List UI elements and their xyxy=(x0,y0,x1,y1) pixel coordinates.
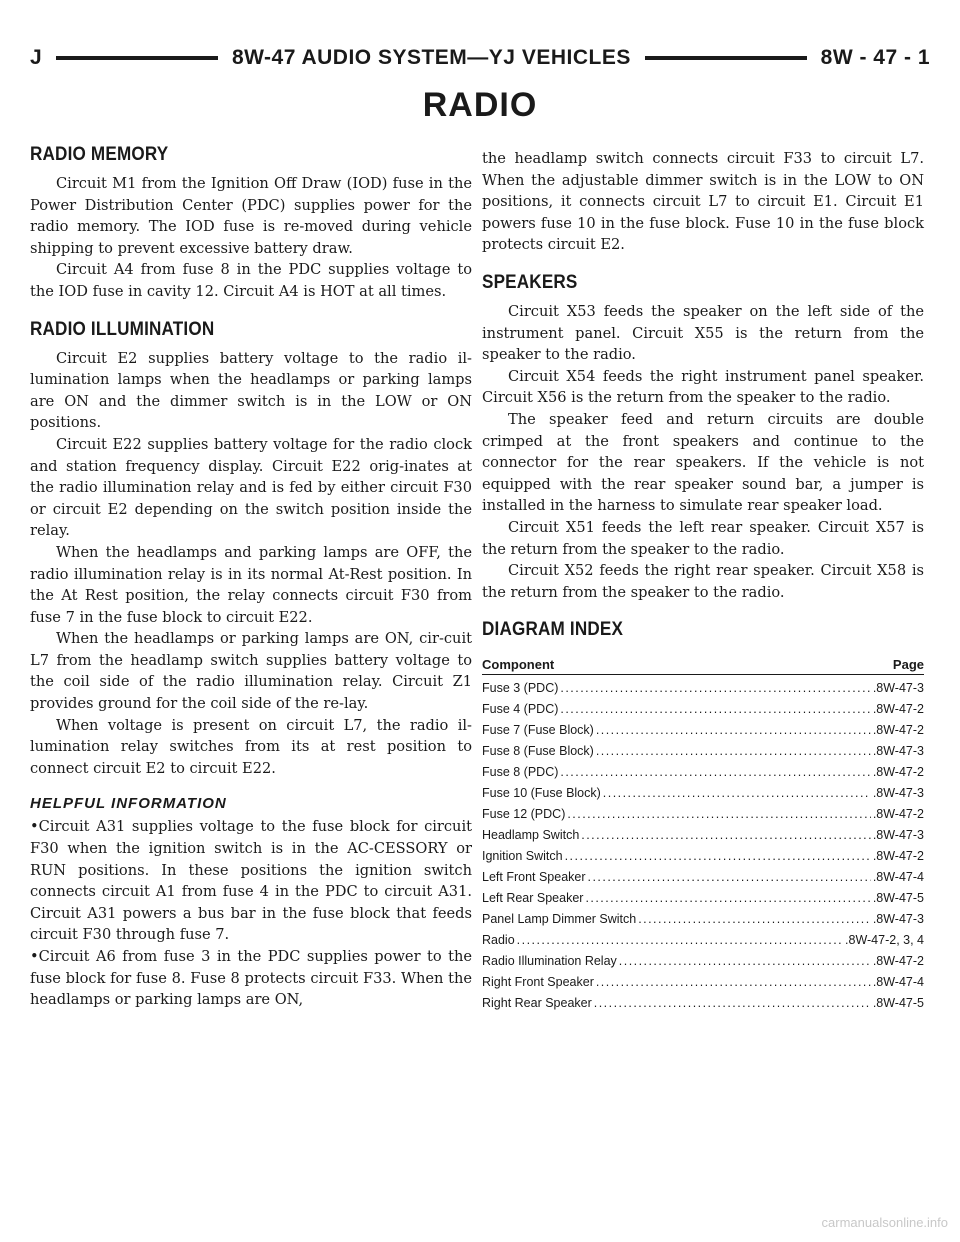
index-row xyxy=(482,933,924,954)
paragraph: When voltage is present on circuit L7, the radio il-lumination relay switches from its at rest position to connect circuit E2 to circuit E22. xyxy=(30,716,472,777)
index-component: Fuse 3 (PDC) xyxy=(482,681,559,696)
index-page: .8W-47-2 xyxy=(872,765,924,780)
index-component: Left Front Speaker xyxy=(482,870,586,885)
speakers-section xyxy=(482,272,924,603)
index-row xyxy=(482,828,924,849)
index-page: .8W-47-3 xyxy=(872,744,924,759)
index-leader-dots xyxy=(581,828,871,842)
index-leader-dots xyxy=(517,933,843,947)
index-row xyxy=(482,891,924,912)
index-leader-dots xyxy=(603,786,871,800)
radio-illumination-section xyxy=(30,319,472,780)
header-right: 8W - 47 - 1 xyxy=(820,46,931,69)
header-rule-left xyxy=(56,56,218,60)
paragraph: Circuit E2 supplies battery voltage to the radio il-lumination lamps when the headlamps or parking lamps are ON and the dimmer switch is in the LOW or ON positions. xyxy=(30,349,472,432)
index-row xyxy=(482,681,924,702)
index-component: Right Front Speaker xyxy=(482,975,594,990)
index-component: Fuse 8 (PDC) xyxy=(482,765,559,780)
index-page: .8W-47-2 xyxy=(872,954,924,969)
paragraph: Circuit X52 feeds the right rear speaker. Circuit X58 is the return from the speaker to the radio. xyxy=(482,562,924,601)
index-component: Fuse 4 (PDC) xyxy=(482,702,559,717)
index-row xyxy=(482,765,924,786)
paragraph: The speaker feed and return circuits are double crimped at the front speakers and continue to the connector for the rear speakers. If the vehicle is not equipped with the rear speaker sound bar, a jumper is installed in the harness to simulate rear speaker load. xyxy=(482,410,924,515)
diagram-index-section xyxy=(482,619,924,1017)
index-component: Fuse 8 (Fuse Block) xyxy=(482,744,594,759)
paragraph: Circuit A4 from fuse 8 in the PDC supplies voltage to the IOD fuse in cavity 12. Circuit A4 is HOT at all times. xyxy=(30,261,472,300)
index-page: .8W-47-5 xyxy=(872,891,924,906)
paragraph: When the headlamps or parking lamps are ON, cir-cuit L7 from the headlamp switch supplies battery voltage to the coil side of the radio illumination relay. Circuit Z1 provides ground for the coil side of the re-lay. xyxy=(30,630,472,713)
header-center: 8W-47 AUDIO SYSTEM—YJ VEHICLES xyxy=(231,46,631,69)
bullet-icon xyxy=(30,818,39,835)
index-leader-dots xyxy=(596,975,871,989)
index-leader-dots xyxy=(594,996,871,1010)
index-component: Headlamp Switch xyxy=(482,828,580,843)
page-header xyxy=(30,38,930,78)
index-page: .8W-47-4 xyxy=(872,870,924,885)
helpful-information-heading: HELPFUL INFORMATION xyxy=(30,795,227,813)
left-column xyxy=(30,144,472,1011)
continued-text xyxy=(482,148,924,256)
radio-memory-section xyxy=(30,144,472,303)
index-row xyxy=(482,807,924,828)
index-page: .8W-47-5 xyxy=(872,996,924,1011)
index-row xyxy=(482,702,924,723)
index-leader-dots xyxy=(560,702,870,716)
bullet-icon xyxy=(30,948,39,965)
index-row xyxy=(482,723,924,744)
paragraph: Circuit X54 feeds the right instrument panel speaker. Circuit X56 is the return from the speaker to the radio. xyxy=(482,367,924,407)
index-component: Fuse 12 (PDC) xyxy=(482,807,566,822)
index-component: Fuse 7 (Fuse Block) xyxy=(482,723,594,738)
index-leader-dots xyxy=(565,849,871,863)
index-component: Radio xyxy=(482,933,515,948)
index-col-page: Page xyxy=(892,657,924,673)
index-page: .8W-47-3 xyxy=(872,828,924,843)
index-row xyxy=(482,912,924,933)
diagram-index-heading: DIAGRAM INDEX xyxy=(482,619,624,641)
index-leader-dots xyxy=(560,681,870,695)
right-column xyxy=(482,148,924,1017)
index-row xyxy=(482,975,924,996)
index-page: .8W-47-3 xyxy=(872,681,924,696)
index-component: Fuse 10 (Fuse Block) xyxy=(482,786,601,801)
index-page: .8W-47-3 xyxy=(872,786,924,801)
index-row xyxy=(482,954,924,975)
paragraph: Circuit E22 supplies battery voltage for the radio clock and station frequency display. Circuit E22 orig-inates at the radio illumination relay and is fed by either circuit F30 or circuit E2 depending on the switch position inside the relay. xyxy=(30,435,472,540)
index-row xyxy=(482,786,924,807)
paragraph: Circuit X51 feeds the left rear speaker. Circuit X57 is the return from the speaker to the radio. xyxy=(482,518,924,558)
index-page: .8W-47-2 xyxy=(872,807,924,822)
watermark: carmanualsonline.info xyxy=(821,1215,948,1230)
index-page: .8W-47-4 xyxy=(872,975,924,990)
paragraph: Circuit X53 feeds the speaker on the left side of the instrument panel. Circuit X55 is the return from the speaker to the radio. xyxy=(482,302,924,364)
index-row xyxy=(482,870,924,891)
index-leader-dots xyxy=(619,954,871,968)
index-component: Panel Lamp Dimmer Switch xyxy=(482,912,637,927)
paragraph: Circuit M1 from the Ignition Off Draw (IOD) fuse in the Power Distribution Center (PDC) supplies power for the radio memory. The IOD fuse is re-moved during vehicle shipping to prevent excessive battery draw. xyxy=(30,175,472,257)
index-leader-dots xyxy=(585,891,870,905)
index-leader-dots xyxy=(560,765,870,779)
index-leader-dots xyxy=(596,723,871,737)
paragraph: When the headlamps and parking lamps are OFF, the radio illumination relay is in its normal At-Rest position. In the At Rest position, the relay connects circuit F30 from fuse 7 in the fuse block to circuit E22. xyxy=(30,543,472,626)
radio-illumination-heading: RADIO ILLUMINATION xyxy=(30,318,215,340)
index-page: .8W-47-2, 3, 4 xyxy=(845,933,924,948)
header-left: J xyxy=(30,46,43,69)
header-rule-right xyxy=(645,56,807,60)
index-row xyxy=(482,849,924,870)
index-page: .8W-47-2 xyxy=(872,723,924,738)
paragraph: the headlamp switch connects circuit F33 to circuit L7. When the adjustable dimmer switch is in the LOW to ON positions, it connects circuit L7 to circuit E1. Circuit E1 powers fuse 10 in the fuse block. Fuse 10 in the fuse block protects circuit E2. xyxy=(482,150,924,254)
index-component: Left Rear Speaker xyxy=(482,891,584,906)
index-leader-dots xyxy=(596,744,871,758)
index-leader-dots xyxy=(567,807,870,821)
bullet-text: Circuit A31 supplies voltage to the fuse block for circuit F30 when the ignition switch is in the AC-CESSORY or RUN positions. In these positions the ignition switch connects circuit A1 from fuse 4 in the PDC to circuit A31. Circuit A31 powers a bus bar in the fuse block that feeds circuit F30 through fuse 7. xyxy=(30,818,472,944)
index-page: .8W-47-2 xyxy=(872,702,924,717)
page-title: RADIO xyxy=(422,86,538,124)
index-header xyxy=(482,657,924,675)
index-component: Ignition Switch xyxy=(482,849,563,864)
speakers-heading: SPEAKERS xyxy=(482,271,578,293)
index-rows xyxy=(482,681,924,1017)
index-leader-dots xyxy=(638,912,871,926)
index-page: .8W-47-3 xyxy=(872,912,924,927)
bullet-item xyxy=(30,946,472,1011)
bullet-item xyxy=(30,816,472,946)
index-component: Radio Illumination Relay xyxy=(482,954,617,969)
radio-memory-heading: RADIO MEMORY xyxy=(30,144,169,165)
index-row xyxy=(482,744,924,765)
index-page: .8W-47-2 xyxy=(872,849,924,864)
helpful-information-section xyxy=(30,795,472,1010)
index-leader-dots xyxy=(588,870,871,884)
bullet-text: Circuit A6 from fuse 3 in the PDC supplies power to the fuse block for fuse 8. Fuse 8 protects circuit F33. When the headlamps or parking lamps are ON, xyxy=(30,948,472,1009)
index-component: Right Rear Speaker xyxy=(482,996,592,1011)
index-row xyxy=(482,996,924,1017)
index-col-component: Component xyxy=(482,657,555,673)
